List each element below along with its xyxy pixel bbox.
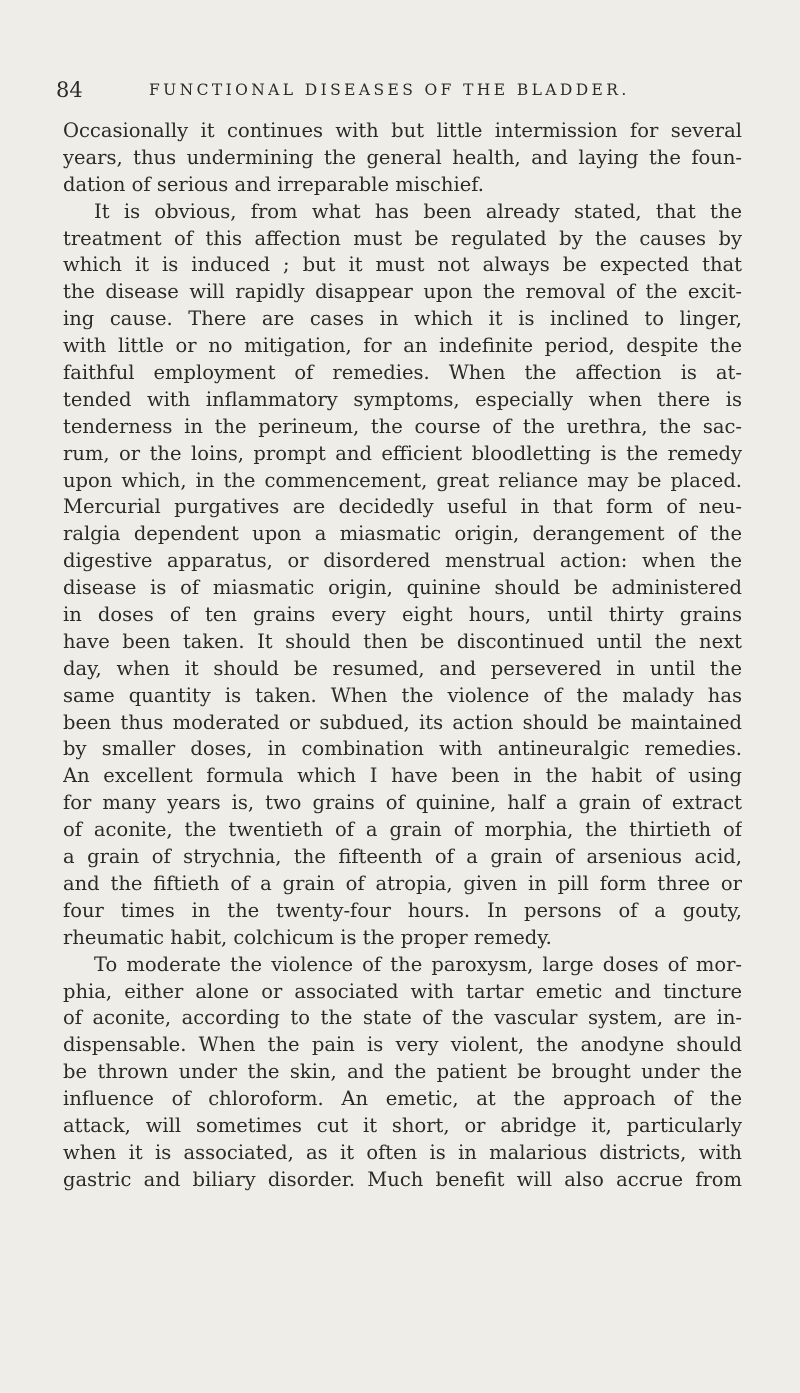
text-line: Occasionally it continues with but little intermission for several bbox=[63, 119, 742, 142]
text-line: rum, or the loins, prompt and efficient bloodletting is the remedy bbox=[63, 441, 742, 465]
text-line: be thrown under the skin, and the patient be brought under the bbox=[63, 1060, 742, 1084]
text-line: disease is of miasmatic origin, quinine should be administered bbox=[63, 576, 742, 600]
text-line: which it is induced ; but it must not always be expected that bbox=[63, 253, 742, 277]
text-line: four times in the twenty-four hours. In persons of a gouty, bbox=[63, 898, 742, 922]
text-line: years, thus undermining the general health, and laying the foun- bbox=[63, 145, 742, 169]
text-line: treatment of this affection must be regulated by the causes by bbox=[63, 226, 742, 250]
text-line: day, when it should be resumed, and persevered in until the bbox=[63, 656, 742, 680]
text-line: upon which, in the commencement, great reliance may be placed. bbox=[63, 468, 742, 492]
text-line: been thus moderated or subdued, its action should be maintained bbox=[63, 710, 742, 734]
text-line: digestive apparatus, or disordered menstrual action: when the bbox=[63, 549, 742, 573]
text-line: rheumatic habit, colchicum is the proper remedy. bbox=[63, 925, 552, 949]
text-line: Mercurial purgatives are decidedly useful in that form of neu- bbox=[63, 495, 742, 519]
text-line: influence of chloroform. An emetic, at the approach of the bbox=[63, 1087, 742, 1111]
text-line: It is obvious, from what has been already stated, that the bbox=[94, 199, 742, 223]
text-line: same quantity is taken. When the violence of the malady has bbox=[63, 683, 742, 707]
text-line: To moderate the violence of the paroxysm, large doses of mor- bbox=[94, 952, 742, 976]
text-line: the disease will rapidly disappear upon the removal of the excit- bbox=[63, 280, 742, 304]
text-line: for many years is, two grains of quinine, half a grain of extract bbox=[63, 791, 742, 815]
page-number: 84 bbox=[56, 78, 83, 102]
running-title: FUNCTIONAL DISEASES OF THE BLADDER. bbox=[149, 81, 630, 99]
text-line: tended with inflammatory symptoms, especially when there is bbox=[63, 387, 742, 411]
text-line: gastric and biliary disorder. Much benefit will also accrue from bbox=[63, 1167, 742, 1191]
body-text bbox=[63, 118, 742, 1194]
text-line: tenderness in the perineum, the course of the urethra, the sac- bbox=[63, 414, 742, 438]
text-line: ing cause. There are cases in which it is inclined to linger, bbox=[63, 307, 742, 331]
text-line: by smaller doses, in combination with antineuralgic remedies. bbox=[63, 737, 742, 761]
text-line: dation of serious and irreparable mischief. bbox=[63, 172, 484, 196]
text-line: faithful employment of remedies. When the affection is at- bbox=[63, 361, 742, 385]
text-line: ralgia dependent upon a miasmatic origin, derangement of the bbox=[63, 522, 742, 546]
page-header bbox=[56, 77, 746, 103]
text-line: dispensable. When the pain is very violent, the anodyne should bbox=[63, 1033, 742, 1057]
text-line: phia, either alone or associated with tartar emetic and tincture bbox=[63, 979, 742, 1003]
text-line: when it is associated, as it often is in malarious districts, with bbox=[63, 1140, 742, 1164]
text-line: of aconite, the twentieth of a grain of morphia, the thirtieth of bbox=[63, 818, 742, 842]
text-line: a grain of strychnia, the fifteenth of a grain of arsenious acid, bbox=[63, 845, 742, 869]
text-line: of aconite, according to the state of the vascular system, are in- bbox=[63, 1006, 742, 1030]
text-line: An excellent formula which I have been in the habit of using bbox=[63, 764, 742, 788]
text-line: with little or no mitigation, for an indefinite period, despite the bbox=[63, 334, 742, 358]
text-line: have been taken. It should then be discontinued until the next bbox=[63, 629, 742, 653]
text-line: attack, will sometimes cut it short, or abridge it, particularly bbox=[63, 1113, 742, 1137]
text-line: in doses of ten grains every eight hours, until thirty grains bbox=[63, 603, 742, 627]
text-line: and the fiftieth of a grain of atropia, given in pill form three or bbox=[63, 871, 742, 895]
